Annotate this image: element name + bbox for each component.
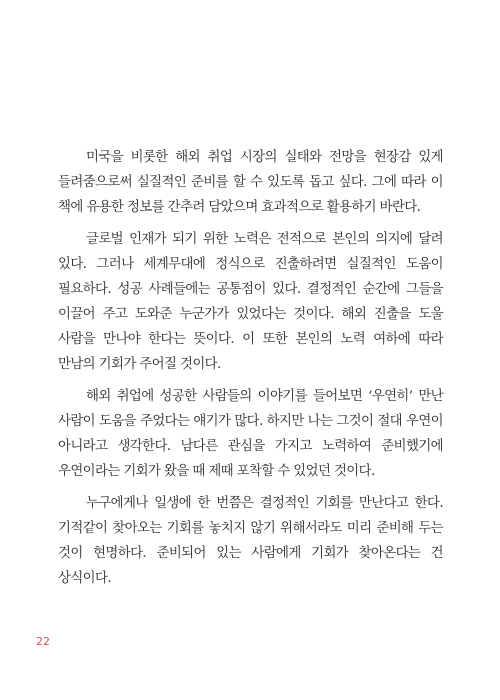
page-number: 22 (36, 635, 50, 648)
body-text (58, 145, 443, 598)
paragraph-4: 누구에게나 일생에 한 번쯤은 결정적인 기회를 만난다고 한다. 기적같이 찾아오는 기회를 놓치지 않기 위해서라도 미리 준비해 두는 것이 현명하다. 준비되어 있는 사람에게 기회가 찾아온다는 건 상식이다. (58, 496, 443, 586)
paragraph-2: 글로벌 인재가 되기 위한 노력은 전적으로 본인의 의지에 달려 있다. 그러나 세계무대에 정식으로 진출하려면 실질적인 도움이 필요하다. 성공 사례들에는 공통점이 있다. 결정적인 순간에 그들을 이끌어 주고 도와준 누군가가 있었다는 것이다. 해외 진출을 도울 사람을 만나야 한다는 뜻이다. 이 또한 본인의 노력 여하에 따라 만남의 기회가 주어질 것이다. (58, 232, 443, 372)
paragraph-3: 해외 취업에 성공한 사람들의 이야기를 들어보면 ‘우연히’ 만난 사람이 도움을 주었다는 얘기가 많다. 하지만 나는 그것이 절대 우연이 아니라고 생각한다. 남다른 관심을 가지고 노력하여 준비했기에 우연이라는 기회가 왔을 때 제때 포착할 수 있었던 것이다. (58, 389, 443, 479)
paragraph-1: 미국을 비롯한 해외 취업 시장의 실태와 전망을 현장감 있게 들려줌으로써 실질적인 준비를 할 수 있도록 돕고 싶다. 그에 따라 이 책에 유용한 정보를 간추려 담았으며 효과적으로 활용하기 바란다. (58, 150, 443, 215)
